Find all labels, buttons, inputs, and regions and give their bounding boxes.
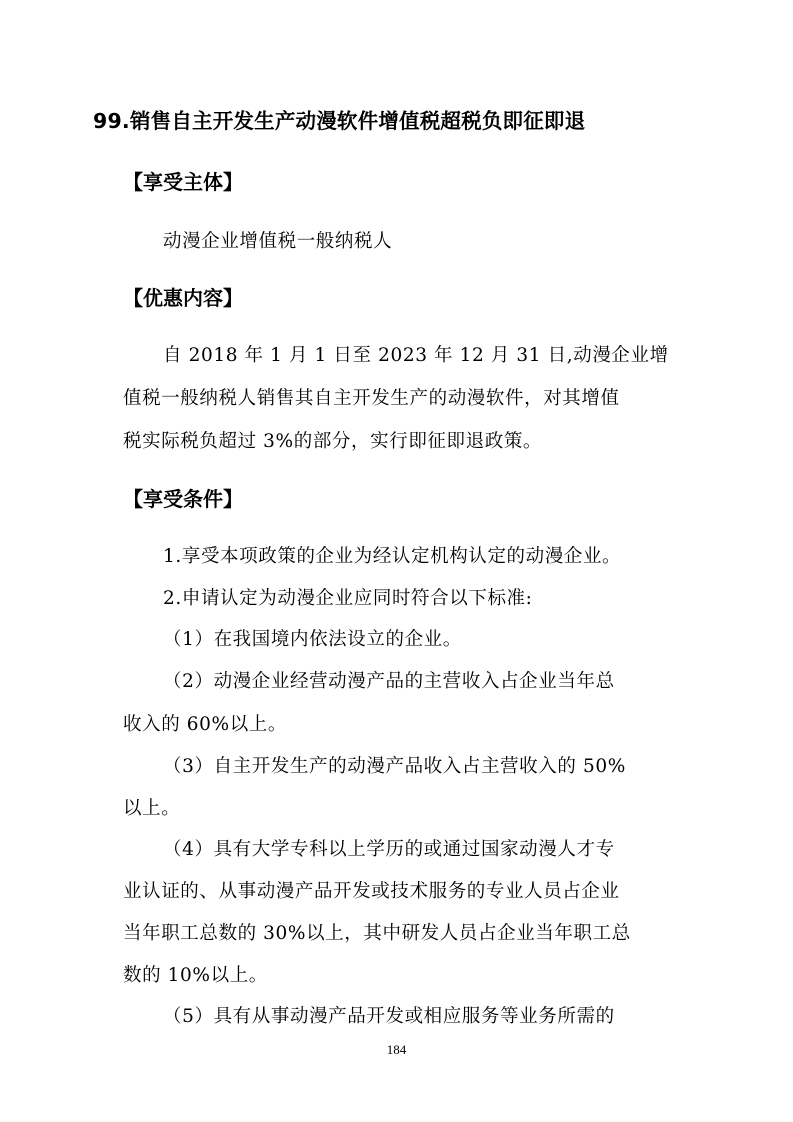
content-line: 值税一般纳税人销售其自主开发生产的动漫软件，对其增值 <box>123 388 620 409</box>
condition-line: 收入的 60%以上。 <box>123 714 288 735</box>
condition-line: （1）在我国境内依法设立的企业。 <box>163 629 462 650</box>
condition-line: （2）动漫企业经营动漫产品的主营收入占企业当年总 <box>163 671 615 692</box>
condition-line: （5）具有从事动漫产品开发或相应服务等业务所需的 <box>163 1006 615 1027</box>
condition-line: 数的 10%以上。 <box>123 965 268 986</box>
heading-conditions: 【享受条件】 <box>123 487 243 511</box>
condition-line: 2.申请认定为动漫企业应同时符合以下标准: <box>163 588 533 609</box>
content-line: 税实际税负超过 3%的部分，实行即征即退政策。 <box>123 431 543 452</box>
condition-line: 以上。 <box>123 798 181 819</box>
page-number: 184 <box>386 1042 407 1057</box>
content-line: 自 2018 年 1 月 1 日至 2023 年 12 月 31 日,动漫企业增 <box>163 345 669 366</box>
condition-line: 业认证的、从事动漫产品开发或技术服务的专业人员占企业 <box>123 881 620 902</box>
condition-line: 当年职工总数的 30%以上，其中研发人员占企业当年职工总 <box>123 923 631 944</box>
condition-line: （4）具有大学专科以上学历的或通过国家动漫人才专 <box>163 839 615 860</box>
heading-content: 【优惠内容】 <box>123 286 243 310</box>
condition-line: （3）自主开发生产的动漫产品收入占主营收入的 50% <box>163 756 626 777</box>
section-title: 99.销售自主开发生产动漫软件增值税超税负即征即退 <box>93 109 586 133</box>
subject-text: 动漫企业增值税一般纳税人 <box>163 231 393 252</box>
condition-line: 1.享受本项政策的企业为经认定机构认定的动漫企业。 <box>163 546 622 567</box>
heading-subject: 【享受主体】 <box>123 170 243 194</box>
